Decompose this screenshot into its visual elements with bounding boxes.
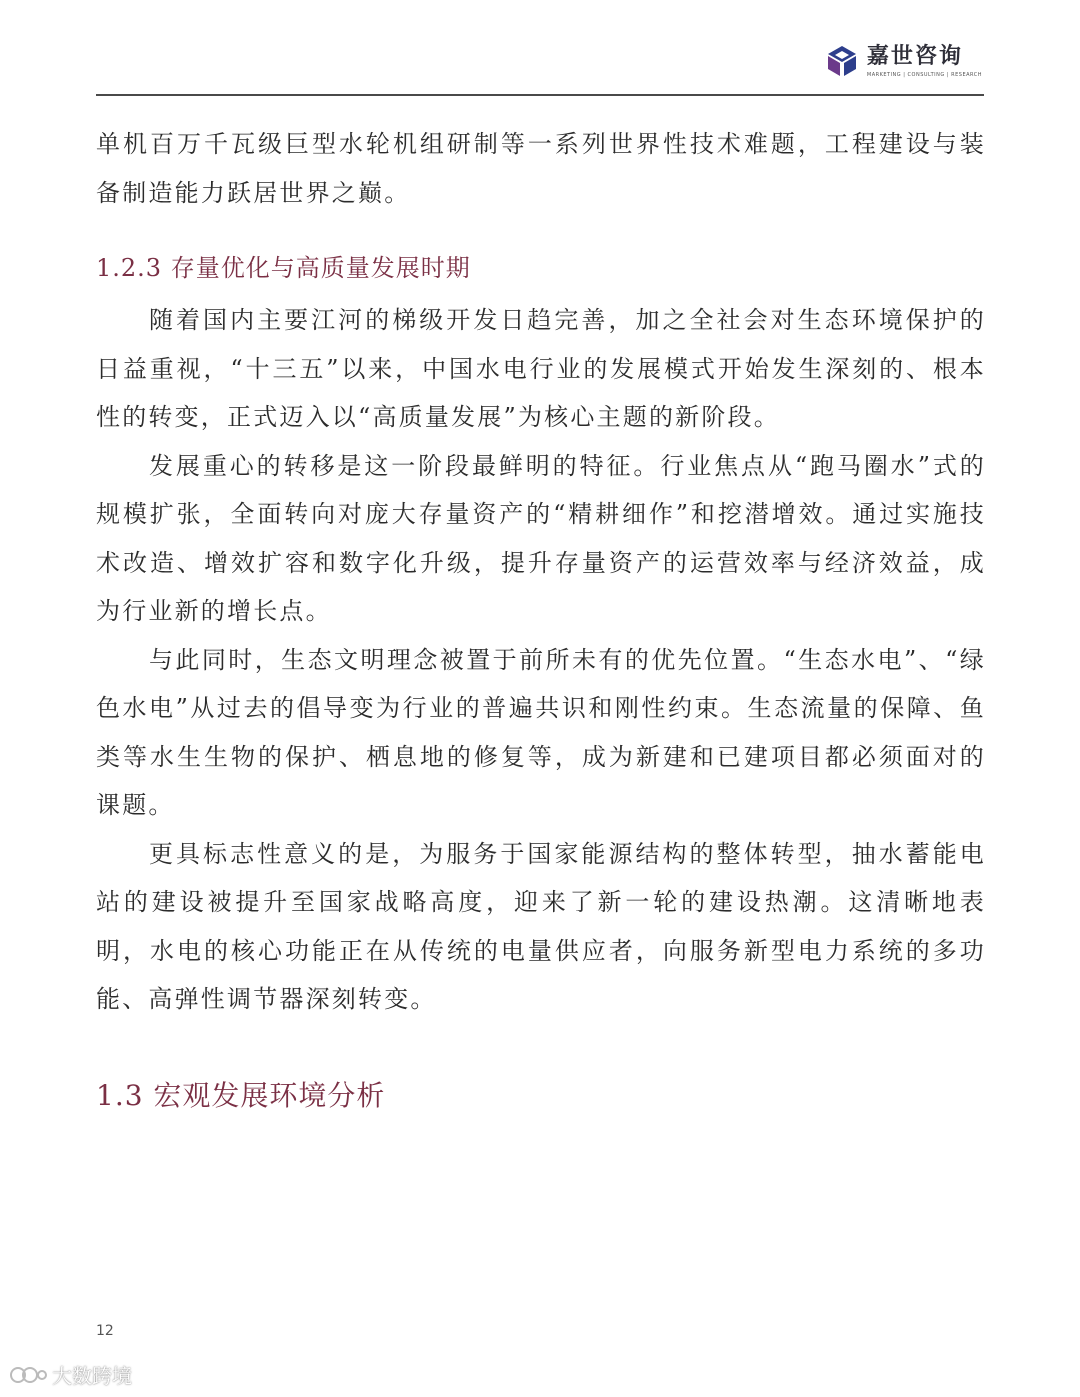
watermark-text: 大数跨境 [52,1364,132,1388]
logo-name: 嘉世咨询 [866,44,963,69]
cube-logo-icon [825,44,859,78]
watermark-logo-icon [8,1363,48,1387]
watermark [8,1360,132,1389]
paragraph-2: 发展重心的转移是这一阶段最鲜明的特征。行业焦点从“跑马圈水”式的规模扩张，全面转向对庞大存量资产的“精耕细作”和挖潜增效。通过实施技术改造、增效扩容和数字化升级，提升存量资产的运营效率与经济效益，成为行业新的增长点。 [96,451,986,625]
section-heading-1-3: 1.3 宏观发展环境分析 [96,1078,386,1112]
paragraph-1: 随着国内主要江河的梯级开发日趋完善，加之全社会对生态环境保护的日益重视，“十三五”以来，中国水电行业的发展模式开始发生深刻的、根本性的转变，正式迈入以“高质量发展”为核心主题的新阶段。 [96,306,986,431]
header-divider [96,94,984,96]
section-heading-1-2-3: 1.2.3 存量优化与高质量发展时期 [96,254,471,282]
page-number: 12 [96,1323,114,1339]
paragraph-continued: 单机百万千瓦级巨型水轮机组研制等一系列世界性技术难题，工程建设与装备制造能力跃居世界之巅。 [96,130,986,207]
page-header [0,0,1080,100]
paragraph-4: 更具标志性意义的是，为服务于国家能源结构的整体转型，抽水蓄能电站的建设被提升至国家战略高度，迎来了新一轮的建设热潮。这清晰地表明，水电的核心功能正在从传统的电量供应者，向服务新型电力系统的多功能、高弹性调节器深刻转变。 [96,839,986,1013]
paragraph-3: 与此同时，生态文明理念被置于前所未有的优先位置。“生态水电”、“绿色水电”从过去的倡导变为行业的普遍共识和刚性约束。生态流量的保障、鱼类等水生生物的保护、栖息地的修复等，成为新建和已建项目都必须面对的课题。 [96,645,986,819]
company-logo [825,44,982,78]
logo-tagline: MARKETING | CONSULTING | RESEARCH [866,72,982,78]
document-body [96,120,986,1116]
